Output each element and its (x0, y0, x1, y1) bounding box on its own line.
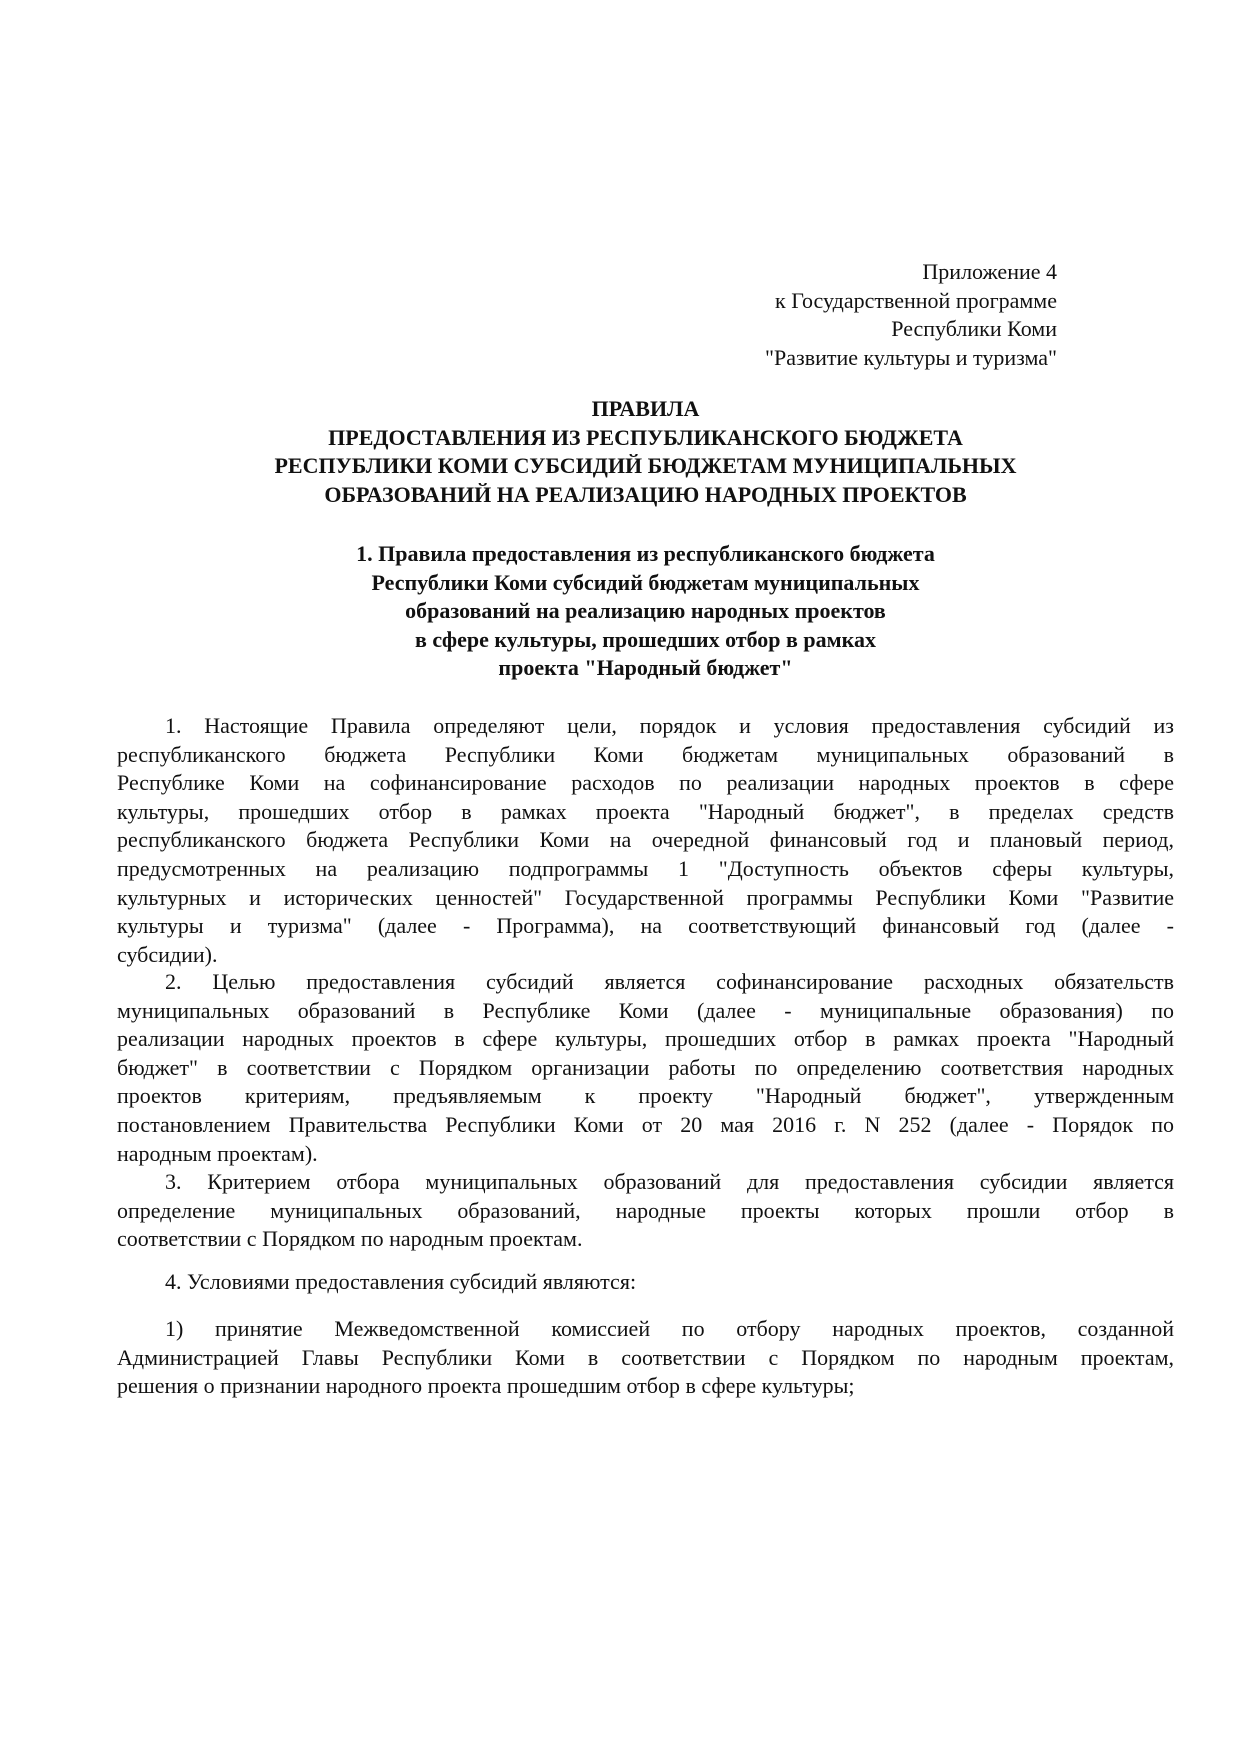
paragraph-line: постановлением Правительства Республики Коми от 20 мая 2016 г. N 252 (далее - Порядок по (117, 1111, 1174, 1137)
paragraph-line: бюджет" в соответствии с Порядком организации работы по определению соответствия народных (117, 1054, 1174, 1080)
paragraph-line: народным проектам). (117, 1140, 318, 1166)
paragraph-3 (117, 1168, 1174, 1254)
document-title (117, 395, 1174, 509)
paragraph-line: культурных и исторических ценностей" Государственной программы Республики Коми "Развитие (117, 884, 1174, 910)
paragraph-line: Администрацией Главы Республики Коми в соответствии с Порядком по народным проектам, (117, 1344, 1174, 1370)
section-line: Республики Коми субсидий бюджетам муниципальных (371, 569, 920, 595)
paragraph-line: республиканского бюджета Республики Коми бюджетам муниципальных образований в (117, 741, 1174, 767)
paragraph-line: культуры и туризма" (далее - Программа), на соответствующий финансовый год (далее - (117, 913, 1174, 939)
paragraph-line: Республике Коми на софинансирование расходов по реализации народных проектов в сфере (117, 770, 1174, 796)
paragraph-line: 1. Настоящие Правила определяют цели, порядок и условия предоставления субсидий из (165, 713, 1174, 738)
paragraph-line: определение муниципальных образований, народные проекты которых прошли отбор в (117, 1197, 1174, 1223)
paragraph-line: реализации народных проектов в сфере культуры, прошедших отбор в рамках проекта "Народный (117, 1026, 1174, 1052)
paragraph-line: 2. Целью предоставления субсидий является софинансирование расходных обязательств (165, 969, 1174, 994)
section-line: проекта "Народный бюджет" (498, 655, 793, 681)
paragraph-line: муниципальных образований в Республике Коми (далее - муниципальные образования) по (117, 997, 1174, 1023)
appendix-line: Республики Коми (891, 316, 1057, 342)
title-line: ПРАВИЛА (591, 396, 700, 421)
paragraph-line: 3. Критерием отбора муниципальных образований для предоставления субсидии является (165, 1169, 1174, 1194)
paragraph-line: решения о признании народного проекта прошедшим отбор в сфере культуры; (117, 1373, 855, 1399)
paragraph-line: субсидии). (117, 941, 218, 967)
paragraph-line: республиканского бюджета Республики Коми на очередной финансовый год и плановый период, (117, 827, 1174, 853)
section-heading (117, 540, 1174, 683)
paragraph-line: 1) принятие Межведомственной комиссией по отбору народных проектов, созданной (165, 1316, 1174, 1341)
paragraph-line: предусмотренных на реализацию подпрограммы 1 "Доступность объектов сферы культуры, (117, 855, 1174, 881)
title-line: ПРЕДОСТАВЛЕНИЯ ИЗ РЕСПУБЛИКАНСКОГО БЮДЖЕТА (328, 424, 963, 450)
section-line: в сфере культуры, прошедших отбор в рамках (415, 626, 876, 652)
paragraph-line: проектов критериям, предъявляемым к проекту "Народный бюджет", утвержденным (117, 1083, 1174, 1109)
title-line: РЕСПУБЛИКИ КОМИ СУБСИДИЙ БЮДЖЕТАМ МУНИЦИПАЛЬНЫХ (274, 453, 1017, 479)
appendix-line: к Государственной программе (775, 287, 1057, 313)
paragraph-line: соответствии с Порядком по народным проектам. (117, 1226, 583, 1252)
section-line: 1. Правила предоставления из республиканского бюджета (356, 541, 935, 566)
section-line: образований на реализацию народных проектов (405, 598, 886, 624)
appendix-note (700, 258, 1057, 372)
paragraph-line: культуры, прошедших отбор в рамках проекта "Народный бюджет", в пределах средств (117, 798, 1174, 824)
paragraph-1 (117, 712, 1174, 969)
paragraph-5 (117, 1315, 1174, 1401)
paragraph-line: 4. Условиями предоставления субсидий являются: (165, 1269, 637, 1294)
paragraph-4 (117, 1268, 1174, 1297)
title-line: ОБРАЗОВАНИЙ НА РЕАЛИЗАЦИЮ НАРОДНЫХ ПРОЕКТОВ (324, 481, 967, 507)
appendix-line: "Развитие культуры и туризма" (765, 344, 1057, 370)
paragraph-2 (117, 968, 1174, 1168)
appendix-line: Приложение 4 (922, 259, 1057, 284)
